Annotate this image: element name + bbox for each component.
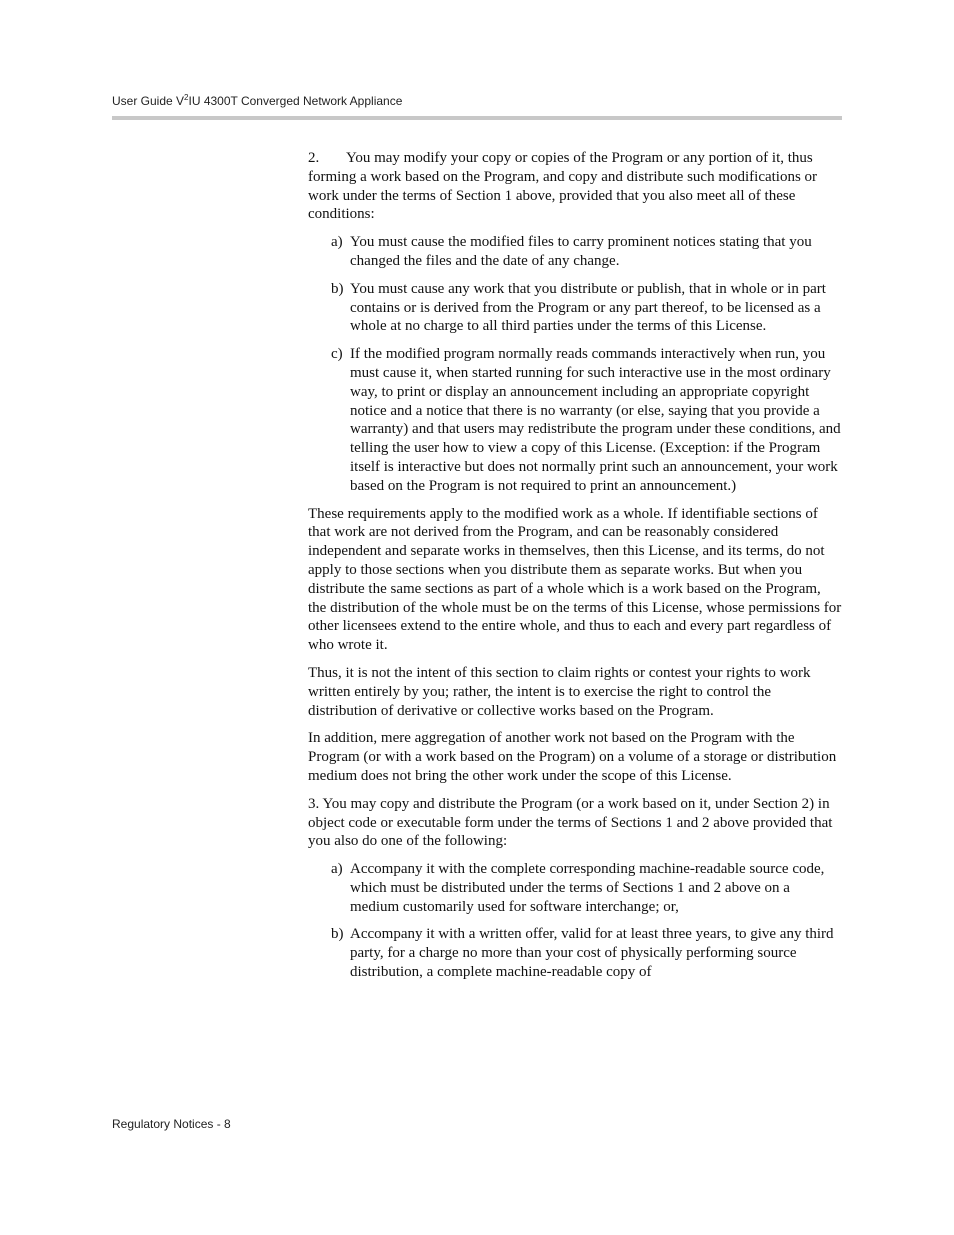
section-2-conditions-list — [308, 233, 842, 495]
header-title-superscript: 2 — [184, 93, 189, 102]
list-item — [308, 233, 842, 271]
page-footer: Regulatory Notices - 8 — [112, 1117, 231, 1131]
paragraph-aggregation: In addition, mere aggregation of another work not based on the Program with the Program (or with a work based on the Program) on a volume of a storage or distribution medium does not bring the other work under the scope of this License. — [308, 730, 837, 784]
list-marker: c) — [331, 346, 343, 363]
list-item — [308, 345, 842, 495]
list-item — [308, 860, 842, 916]
list-marker: b) — [331, 926, 344, 943]
paragraph-requirements: These requirements apply to the modified work as a whole. If identifiable sections of that work are not derived from the Program, and can be reasonably considered independent and separate works in themselves, then this License, and its terms, do not apply to those sections when you distribute them as separate works. But when you distribute the same sections as part of a whole which is a work based on the Program, the distribution of the whole must be on the terms of this License, whose permissions for other licensees extend to the entire whole, and thus to each and every part regardless of who wrote it. — [308, 505, 842, 654]
section-3-options-list — [308, 860, 842, 982]
running-header — [112, 93, 402, 108]
list-item-text: You must cause any work that you distribute or publish, that in whole or in part contains or is derived from the Program or any part thereof, to be licensed as a whole at no charge to all third parties under the terms of this License. — [350, 280, 826, 335]
list-item-text: Accompany it with a written offer, valid for at least three years, to give any third party, for a charge no more than your cost of physically performing source distribution, a complete machine-readable copy of — [350, 926, 834, 981]
list-item-text: If the modified program normally reads commands interactively when run, you must cause it, when started running for such interactive use in the most ordinary way, to print or display an announcement including an appropriate copyright notice and a notice that there is no warranty (or else, saying that you provide a warranty) and that users may redistribute the program under these conditions, and telling the user how to view a copy of this License. (Exception: if the Program itself is interactive but does not normally print such an announcement, your work based on the Program is not required to print an announcement.) — [350, 346, 841, 494]
list-item-text: Accompany it with the complete corresponding machine-readable source code, which must be distributed under the terms of Sections 1 and 2 above on a medium customarily used for software interchange; or, — [350, 861, 825, 915]
header-title-suffix: IU 4300T Converged Network Appliance — [188, 94, 403, 108]
paragraph-intent: Thus, it is not the intent of this section to claim rights or contest your rights to work written entirely by you; rather, the intent is to exercise the right to control the distribution of derivative or collective works based on the Program. — [308, 664, 811, 719]
section-2-intro-text: You may modify your copy or copies of the Program or any portion of it, thus forming a work based on the Program, and copy and distribute such modifications or work under the terms of Section 1 above, provided that you also meet all of these conditions: — [308, 150, 818, 223]
section-3-intro: 3. You may copy and distribute the Program (or a work based on it, under Section 2) in object code or executable form under the terms of Sections 1 and 2 above provided that you also do one of the following: — [308, 795, 833, 850]
list-item — [308, 280, 842, 336]
header-rule — [112, 116, 842, 120]
main-content — [308, 149, 842, 991]
list-marker: a) — [331, 861, 343, 878]
section-2-number: 2. — [308, 150, 320, 166]
list-item-text: You must cause the modified files to carry prominent notices stating that you changed the files and the date of any change. — [350, 234, 812, 269]
list-marker: a) — [331, 234, 343, 251]
header-title-prefix: User Guide V — [112, 94, 185, 108]
list-marker: b) — [331, 280, 344, 297]
list-item — [308, 925, 842, 981]
section-2-intro — [308, 149, 842, 224]
